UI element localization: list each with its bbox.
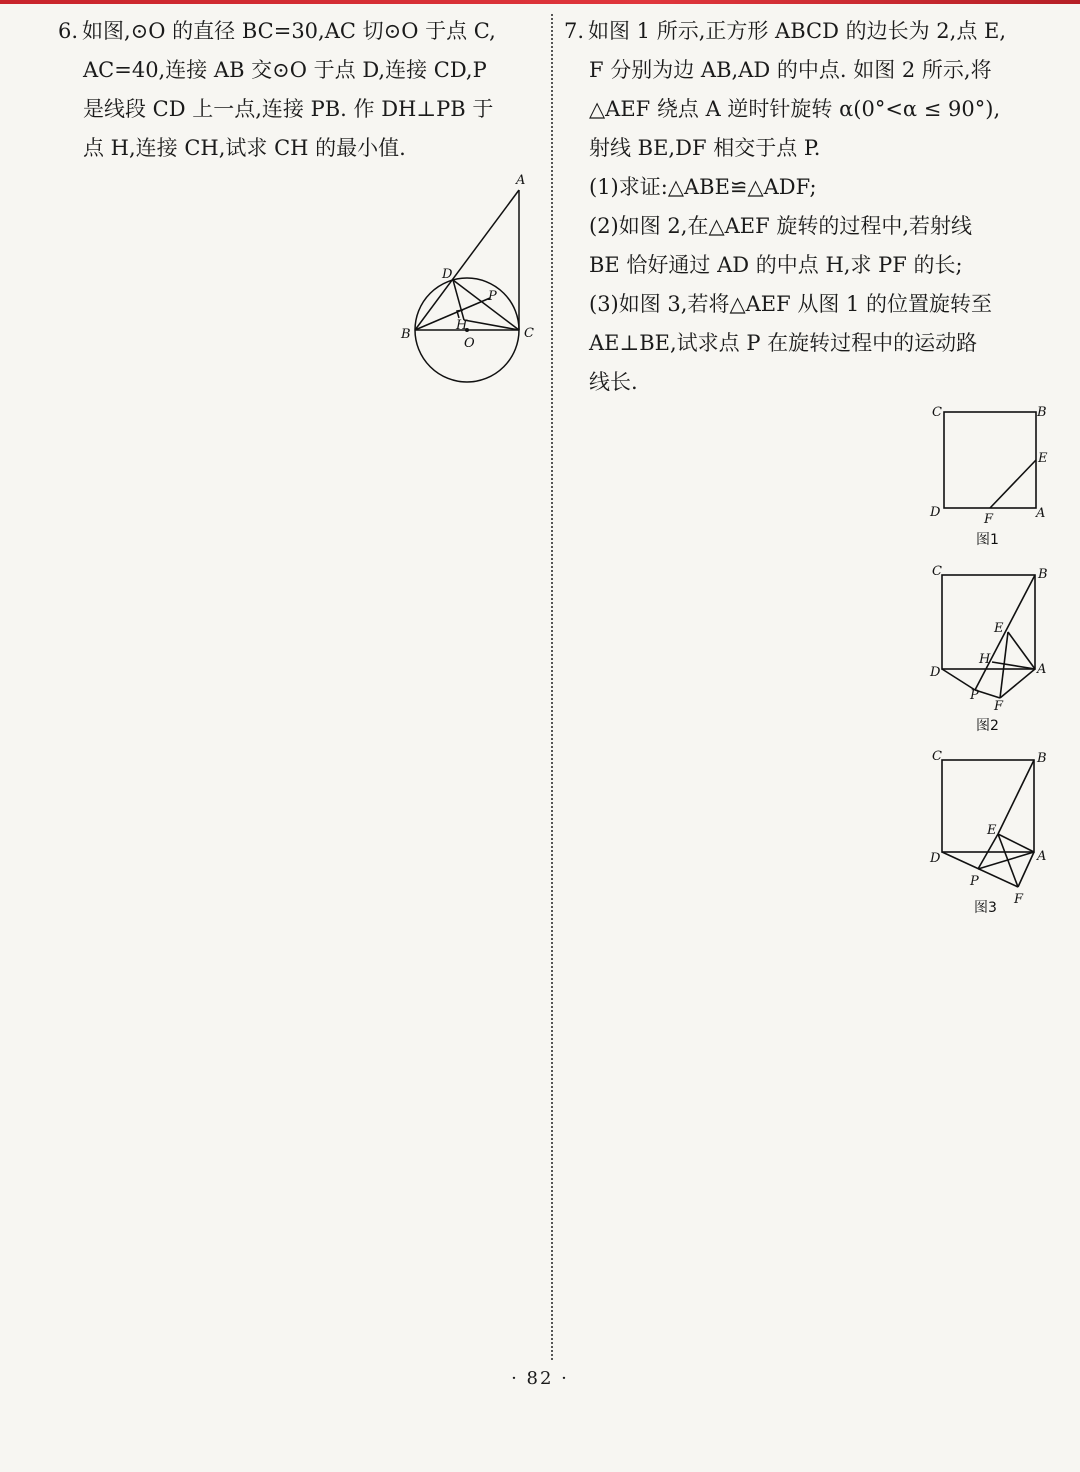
segment-be xyxy=(998,760,1034,834)
fig2-label-a: A xyxy=(1037,662,1047,677)
fig1-label-e: E xyxy=(1038,451,1048,466)
fig3-label-a: A xyxy=(1037,849,1047,864)
label-h: H xyxy=(456,318,468,333)
label-p: P xyxy=(488,289,497,304)
problem-7-line-10: 线长. xyxy=(589,370,638,394)
fig2-label-h: H xyxy=(979,652,991,667)
segment-ab xyxy=(415,190,519,330)
label-c: C xyxy=(524,326,534,341)
fig2-label-p: P xyxy=(970,688,979,703)
problem-7-figure-1 xyxy=(928,402,1058,552)
fig3-label-f: F xyxy=(1014,892,1024,907)
segment-ch xyxy=(464,320,519,330)
problem-6-figure xyxy=(398,172,538,387)
column-divider xyxy=(551,14,553,1360)
problem-7-line-3: △AEF 绕点 A 逆时针旋转 α(0°<α ≤ 90°), xyxy=(589,97,1001,121)
problem-7-line-9: AE⊥BE,试求点 P 在旋转过程中的运动路 xyxy=(589,331,978,355)
problem-7-line-4: 射线 BE,DF 相交于点 P. xyxy=(589,136,821,160)
problem-7-figure-2 xyxy=(928,562,1058,737)
segment-af xyxy=(1018,852,1034,887)
segment-ha xyxy=(992,662,1035,669)
problem-7-line-6: (2)如图 2,在△AEF 旋转的过程中,若射线 xyxy=(589,214,973,238)
fig1-label-b: B xyxy=(1037,405,1047,420)
fig3-caption: 图3 xyxy=(974,900,997,916)
problem-7-line-2: F 分别为边 AB,AD 的中点. 如图 2 所示,将 xyxy=(589,58,992,82)
fig2-label-e: E xyxy=(994,621,1004,636)
segment-dp xyxy=(942,669,975,690)
problem-7-figure-3 xyxy=(928,745,1058,920)
fig2-caption: 图2 xyxy=(976,718,999,734)
problem-7-number: 7. xyxy=(564,19,585,43)
label-d: D xyxy=(442,267,453,282)
fig2-label-f: F xyxy=(994,699,1004,714)
square-abcd xyxy=(942,760,1034,852)
fig3-label-d: D xyxy=(930,851,941,866)
problem-6-line-1: 6. 如图,⊙O 的直径 BC=30,AC 切⊙O 于点 C, xyxy=(58,12,540,51)
fig1-label-f: F xyxy=(984,512,994,527)
segment-fa xyxy=(1000,669,1035,698)
fig1-label-c: C xyxy=(932,405,942,420)
problem-6-line-2: AC=40,连接 AB 交⊙O 于点 D,连接 CD,P xyxy=(83,58,487,82)
fig3-label-b: B xyxy=(1037,751,1047,766)
problem-6-number: 6. xyxy=(58,19,79,43)
segment-pf xyxy=(975,690,1000,698)
label-o: O xyxy=(464,336,475,351)
label-b: B xyxy=(401,327,411,342)
fig1-label-a: A xyxy=(1036,506,1046,521)
segment-ef xyxy=(990,460,1036,508)
fig2-label-d: D xyxy=(930,665,941,680)
page-number: · 82 · xyxy=(511,1368,569,1389)
problem-7-line-8: (3)如图 3,若将△AEF 从图 1 的位置旋转至 xyxy=(589,292,993,316)
problem-6 xyxy=(58,12,540,168)
fig3-label-e: E xyxy=(987,823,997,838)
problem-6-line-3: 是线段 CD 上一点,连接 PB. 作 DH⊥PB 于 xyxy=(83,97,494,121)
top-red-rule xyxy=(0,0,1080,4)
fig2-label-c: C xyxy=(932,564,942,579)
fig1-caption: 图1 xyxy=(976,532,999,548)
fig3-label-c: C xyxy=(932,749,942,764)
fig1-label-d: D xyxy=(930,505,941,520)
problem-7-line-5: (1)求证:△ABE≌△ADF; xyxy=(589,175,817,199)
fig2-label-b: B xyxy=(1038,567,1048,582)
label-a: A xyxy=(516,173,526,188)
problem-7-line-1: 7. 如图 1 所示,正方形 ABCD 的边长为 2,点 E, xyxy=(564,12,1054,51)
fig3-label-p: P xyxy=(970,874,979,889)
problem-7 xyxy=(564,12,1054,402)
ray-be xyxy=(975,575,1035,690)
segment-ea xyxy=(1008,632,1035,669)
problem-6-line-4: 点 H,连接 CH,试求 CH 的最小值. xyxy=(83,136,406,160)
square-abcd xyxy=(944,412,1036,508)
problem-7-line-7: BE 恰好通过 AD 的中点 H,求 PF 的长; xyxy=(589,253,963,277)
